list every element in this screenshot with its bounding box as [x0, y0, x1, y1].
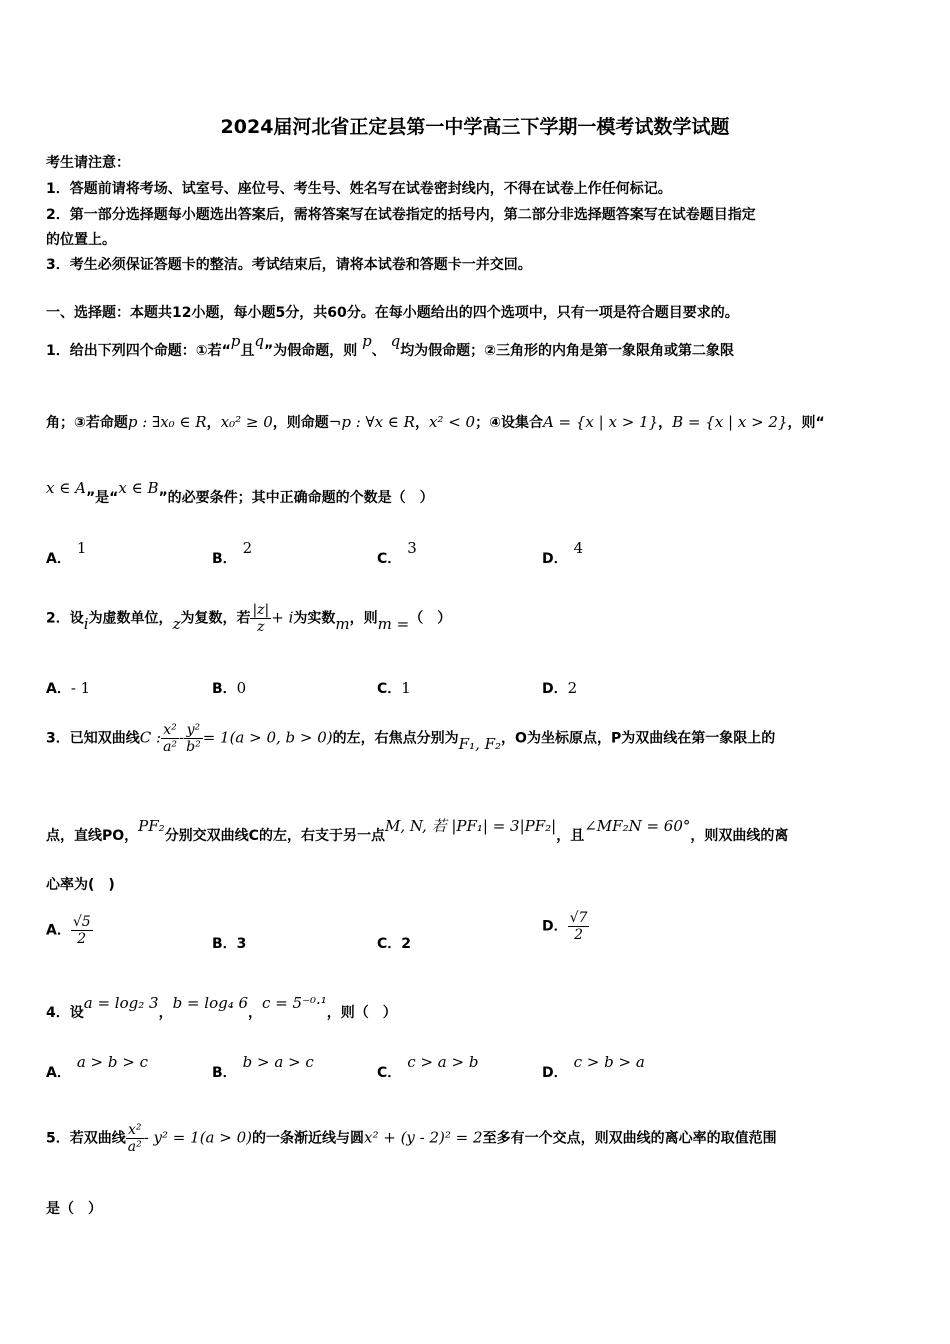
q1-option-d[interactable]: D．4 [542, 539, 584, 567]
q1-text: ”是“ [85, 490, 119, 506]
q1-math: p : ∃x₀ ∈ R [127, 413, 207, 431]
question-5-line-1 [46, 1122, 906, 1155]
q1-option-b[interactable]: B．2 [212, 539, 253, 567]
question-3-line-1 [46, 722, 906, 755]
q3-fraction: $\frac{\text{x²}}{\text{a²}}$ [163, 722, 178, 755]
q2-option-a[interactable]: A．- 1 [46, 679, 91, 697]
q2-text: （ ） [409, 610, 452, 627]
q1-text: ， [206, 415, 221, 431]
q4-option-d[interactable]: D．c > b > a [542, 1053, 645, 1081]
q5-text: 5．若双曲线 [46, 1130, 126, 1147]
q4-option-a[interactable]: A．a > b > c [46, 1053, 148, 1081]
section-heading: 一、选择题：本题共12小题，每小题5分，共60分。在每小题给出的四个选项中，只有一项是符合题目要求的。 [46, 305, 739, 321]
q4-math: a = log₂ 3 [83, 994, 159, 1012]
q2-math: m = [377, 614, 410, 633]
q4-text: ，则（ ） [326, 1005, 397, 1021]
q1-text: 且 [240, 343, 255, 359]
q1-text: ；④设集合 [475, 415, 543, 431]
q2-option-b[interactable]: B．0 [212, 679, 247, 697]
q2-math: m [335, 614, 350, 633]
q3-option-c[interactable]: C．2 [377, 936, 412, 952]
q1-text: ， [414, 415, 429, 431]
q3-option-d[interactable]: D． $\frac{√7}{2}$ [542, 910, 588, 943]
q1-math: x² < 0 [428, 413, 476, 431]
q3-text: 点，直线PO， [46, 828, 139, 844]
q2-math: + i [271, 608, 294, 627]
q3-option-b[interactable]: B．3 [212, 936, 247, 952]
notice-item: 1．答题前请将考场、试室号、座位号、考生号、姓名写在试卷密封线内，不得在试卷上作任何标记。 [46, 181, 672, 197]
q1-text: 、 [371, 343, 386, 359]
question-2 [46, 602, 906, 635]
q2-option-c[interactable]: C．1 [377, 679, 411, 697]
q5-math: x² + (y - 2)² = 2 [364, 1128, 483, 1147]
q1-text: 角；③若命题 [46, 415, 128, 431]
notice-item: 3．考生必须保证答题卡的整洁。考试结束后，请将本试卷和答题卡一并交回。 [46, 257, 532, 273]
q3-math: M, N, 若 |PF₁| = 3|PF₂| [384, 817, 557, 835]
question-4 [46, 994, 906, 1022]
q1-math: x ∈ A [46, 479, 86, 497]
q2-text: 为复数，若 [180, 610, 251, 627]
q2-math: i [83, 614, 89, 633]
q1-math: x ∈ B [118, 479, 159, 497]
q5-text: 的一条渐近线与圆 [252, 1130, 364, 1147]
q3-math: C : [139, 728, 162, 747]
q3-option-a[interactable]: A． $\frac{√5}{2}$ [46, 914, 91, 947]
notice-item: 的位置上。 [46, 232, 116, 248]
q2-fraction: $\frac{|z|}{z}$ [252, 602, 270, 635]
q1-math: ¬p : ∀x ∈ R [328, 413, 415, 431]
notice-item: 2．第一部分选择题每小题选出答案后，需将答案写在试卷指定的括号内，第二部分非选择题答案写在试卷题目指定 [46, 207, 756, 223]
q1-text: ， [658, 415, 673, 431]
q2-text: ，则 [349, 610, 378, 627]
q5-math: - y² = 1(a > 0) [143, 1128, 252, 1147]
question-3-line-2 [46, 817, 906, 845]
q4-text: 4．设 [46, 1005, 84, 1021]
q1-math: x₀² ≥ 0 [220, 413, 273, 431]
q1-text: ，则命题 [272, 415, 329, 431]
question-1-line-1 [46, 332, 906, 360]
q2-text: 2．设 [46, 610, 84, 627]
q2-text: 为实数 [293, 610, 336, 627]
q1-text: ，则“ [787, 415, 825, 431]
q3-math: ∠MF₂N = 60° [584, 817, 691, 835]
q3-math: F₁, F₂ [458, 734, 502, 753]
q4-math: b = log₄ 6 [172, 994, 249, 1012]
question-1-line-3 [46, 479, 906, 507]
q1-option-c[interactable]: C．3 [377, 539, 417, 567]
q3-fraction: $\frac{\text{y²}}{\text{b²}}$ [186, 722, 201, 755]
question-3-line-3: 心率为( ) [46, 877, 115, 893]
q3-text: 3．已知双曲线 [46, 730, 140, 747]
q3-text: ，O为坐标原点，P为双曲线在第一象限上的 [501, 730, 776, 747]
q3-text: 的左，右焦点分别为 [332, 730, 459, 747]
notice-heading: 考生请注意： [46, 155, 130, 171]
q4-text: ， [158, 1005, 173, 1021]
q5-fraction: $\frac{\text{x²}}{\text{a²}}$ [127, 1122, 142, 1155]
q3-text: ，则双曲线的离 [690, 828, 789, 844]
q1-option-a[interactable]: A．1 [46, 539, 87, 567]
q3-text: ，且 [556, 828, 585, 844]
q1-text: ”的必要条件；其中正确命题的个数是（ ） [158, 490, 434, 506]
page-title: 2024届河北省正定县第一中学高三下学期一模考试数学试题 [220, 116, 730, 138]
q3-text: 分别交双曲线C的左，右支于另一点 [164, 828, 385, 844]
question-1-line-2 [46, 412, 906, 432]
q2-text: 为虚数单位， [88, 610, 173, 627]
q5-text: 至多有一个交点，则双曲线的离心率的取值范围 [482, 1130, 777, 1147]
q1-math: p [362, 332, 372, 350]
q4-math: c = 5⁻⁰·¹ [262, 994, 327, 1012]
question-5-line-2: 是（ ） [46, 1201, 102, 1217]
q2-option-d[interactable]: D．2 [542, 679, 578, 697]
q3-math: - [179, 728, 185, 747]
q1-math: p [230, 332, 241, 350]
q4-option-c[interactable]: C．c > a > b [377, 1053, 479, 1081]
q1-text: 1．给出下列四个命题：①若“ [46, 343, 231, 359]
q1-math: B = {x | x > 2} [672, 413, 788, 431]
q4-text: ， [248, 1005, 263, 1021]
q1-text: ”为假命题，则 [264, 343, 358, 359]
q1-text: 均为假命题；②三角形的内角是第一象限角或第二象限 [400, 343, 735, 359]
q4-option-b[interactable]: B．b > a > c [212, 1053, 314, 1081]
q1-math: q [390, 332, 401, 350]
q3-math: = 1(a > 0, b > 0) [202, 728, 333, 747]
q1-math: q [254, 332, 265, 350]
q1-math: A = {x | x > 1} [542, 413, 659, 431]
q3-math: PF₂ [138, 817, 165, 835]
q2-math: z [172, 614, 181, 633]
